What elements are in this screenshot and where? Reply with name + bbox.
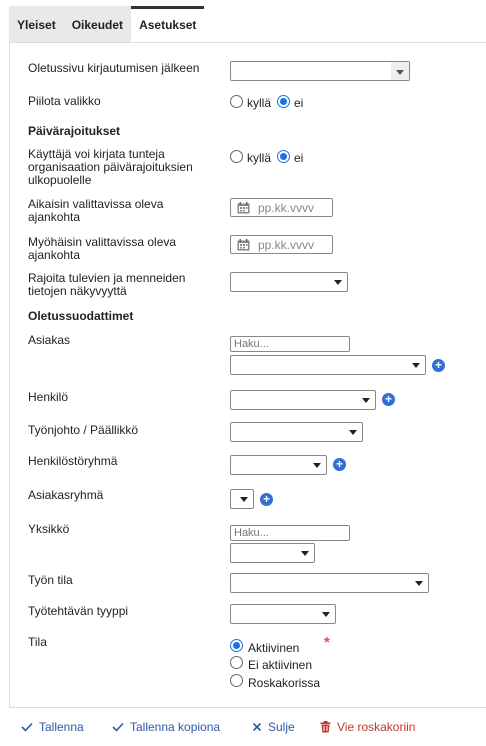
hide-menu-label: Piilota valikko bbox=[28, 94, 101, 108]
state-inactive-radio[interactable] bbox=[230, 656, 243, 669]
tab-yleiset[interactable]: Yleiset bbox=[9, 6, 64, 42]
chevron-down-icon bbox=[313, 463, 321, 468]
state-label: Tila bbox=[28, 635, 47, 649]
earliest-date-label: Aikaisin valittavissa oleva ajankohta bbox=[28, 197, 164, 224]
work-status-select[interactable] bbox=[230, 573, 429, 593]
customer-search-input[interactable] bbox=[230, 336, 350, 352]
save-copy-button[interactable] bbox=[112, 720, 220, 734]
chevron-down-icon bbox=[396, 70, 404, 75]
chevron-down-icon bbox=[334, 280, 342, 285]
outside-yes-radio[interactable] bbox=[230, 150, 243, 163]
chevron-down-icon bbox=[362, 398, 370, 403]
close-button[interactable] bbox=[252, 720, 295, 734]
person-select[interactable] bbox=[230, 390, 376, 410]
state-trash-radio[interactable] bbox=[230, 674, 243, 687]
chevron-down-icon bbox=[349, 430, 357, 435]
customer-select[interactable] bbox=[230, 355, 426, 375]
default-filters-heading: Oletussuodattimet bbox=[28, 309, 134, 323]
state-trash-label: Roskakorissa bbox=[248, 676, 321, 690]
tab-oikeudet[interactable]: Oikeudet bbox=[64, 6, 131, 42]
save-button[interactable] bbox=[21, 720, 84, 734]
unit-select[interactable] bbox=[230, 543, 315, 563]
hide-menu-no-radio[interactable] bbox=[277, 95, 290, 108]
customer-group-select[interactable] bbox=[230, 489, 254, 509]
outside-restrictions-label: Käyttäjä voi kirjata tunteja organisaation päivärajoituksien ulkopuolelle bbox=[28, 147, 193, 187]
add-customer-group-plus-icon[interactable]: + bbox=[260, 493, 273, 506]
tab-asetukset[interactable]: Asetukset bbox=[131, 6, 204, 42]
chevron-down-icon bbox=[240, 497, 248, 502]
default-page-label: Oletussivu kirjautumisen jälkeen bbox=[28, 61, 200, 75]
tab-bar bbox=[9, 6, 204, 42]
trash-icon bbox=[320, 721, 331, 733]
state-active-radio[interactable] bbox=[230, 639, 243, 652]
hide-menu-yes-radio[interactable] bbox=[230, 95, 243, 108]
chevron-down-icon bbox=[412, 363, 420, 368]
add-customer-plus-icon[interactable]: + bbox=[432, 359, 445, 372]
chevron-down-icon bbox=[415, 581, 423, 586]
task-type-select[interactable] bbox=[230, 604, 336, 624]
supervisor-label: Työnjohto / Päällikkö bbox=[28, 423, 139, 437]
supervisor-select[interactable] bbox=[230, 422, 363, 442]
limit-visibility-select[interactable] bbox=[230, 272, 348, 292]
form-footer bbox=[9, 708, 486, 746]
state-active-label: Aktiivinen bbox=[248, 641, 300, 655]
required-asterisk: * bbox=[324, 634, 330, 651]
close-icon bbox=[252, 722, 262, 732]
move-to-trash-button[interactable] bbox=[320, 720, 415, 734]
calendar-icon bbox=[237, 239, 250, 251]
unit-label: Yksikkö bbox=[28, 522, 70, 536]
check-icon bbox=[21, 722, 33, 732]
work-status-label: Työn tila bbox=[28, 573, 73, 587]
earliest-date-input[interactable] bbox=[230, 198, 333, 217]
task-type-label: Työtehtävän tyyppi bbox=[28, 604, 129, 618]
person-label: Henkilö bbox=[28, 390, 69, 404]
add-person-plus-icon[interactable]: + bbox=[382, 393, 395, 406]
hide-menu-no-label: ei bbox=[294, 96, 304, 110]
latest-date-label: Myöhäisin valittavissa oleva ajankohta bbox=[28, 235, 177, 262]
earliest-date-placeholder: pp.kk.vvvv bbox=[258, 201, 315, 215]
calendar-icon bbox=[237, 202, 250, 214]
outside-yes-label: kyllä bbox=[247, 151, 272, 165]
check-icon bbox=[112, 722, 124, 732]
outside-no-label: ei bbox=[294, 151, 304, 165]
chevron-down-icon bbox=[301, 551, 309, 556]
customer-group-label: Asiakasryhmä bbox=[28, 488, 104, 502]
move-to-trash-button-label: Vie roskakoriin bbox=[337, 720, 416, 734]
latest-date-placeholder: pp.kk.vvvv bbox=[258, 238, 315, 252]
outside-no-radio[interactable] bbox=[277, 150, 290, 163]
limit-visibility-label: Rajoita tulevien ja menneiden tietojen näkyvyyttä bbox=[28, 271, 186, 298]
save-copy-button-label: Tallenna kopiona bbox=[130, 720, 221, 734]
add-staff-group-plus-icon[interactable]: + bbox=[333, 458, 346, 471]
chevron-down-icon bbox=[322, 612, 330, 617]
unit-search-input[interactable] bbox=[230, 525, 350, 541]
latest-date-input[interactable] bbox=[230, 235, 333, 254]
staff-group-label: Henkilöstöryhmä bbox=[28, 454, 118, 468]
staff-group-select[interactable] bbox=[230, 455, 327, 475]
hide-menu-yes-label: kyllä bbox=[247, 96, 272, 110]
date-restrictions-heading: Päivärajoitukset bbox=[28, 124, 121, 138]
close-button-label: Sulje bbox=[268, 720, 295, 734]
save-button-label: Tallenna bbox=[39, 720, 84, 734]
customer-label: Asiakas bbox=[28, 333, 71, 347]
state-inactive-label: Ei aktiivinen bbox=[248, 658, 313, 672]
default-page-select[interactable] bbox=[230, 61, 410, 81]
